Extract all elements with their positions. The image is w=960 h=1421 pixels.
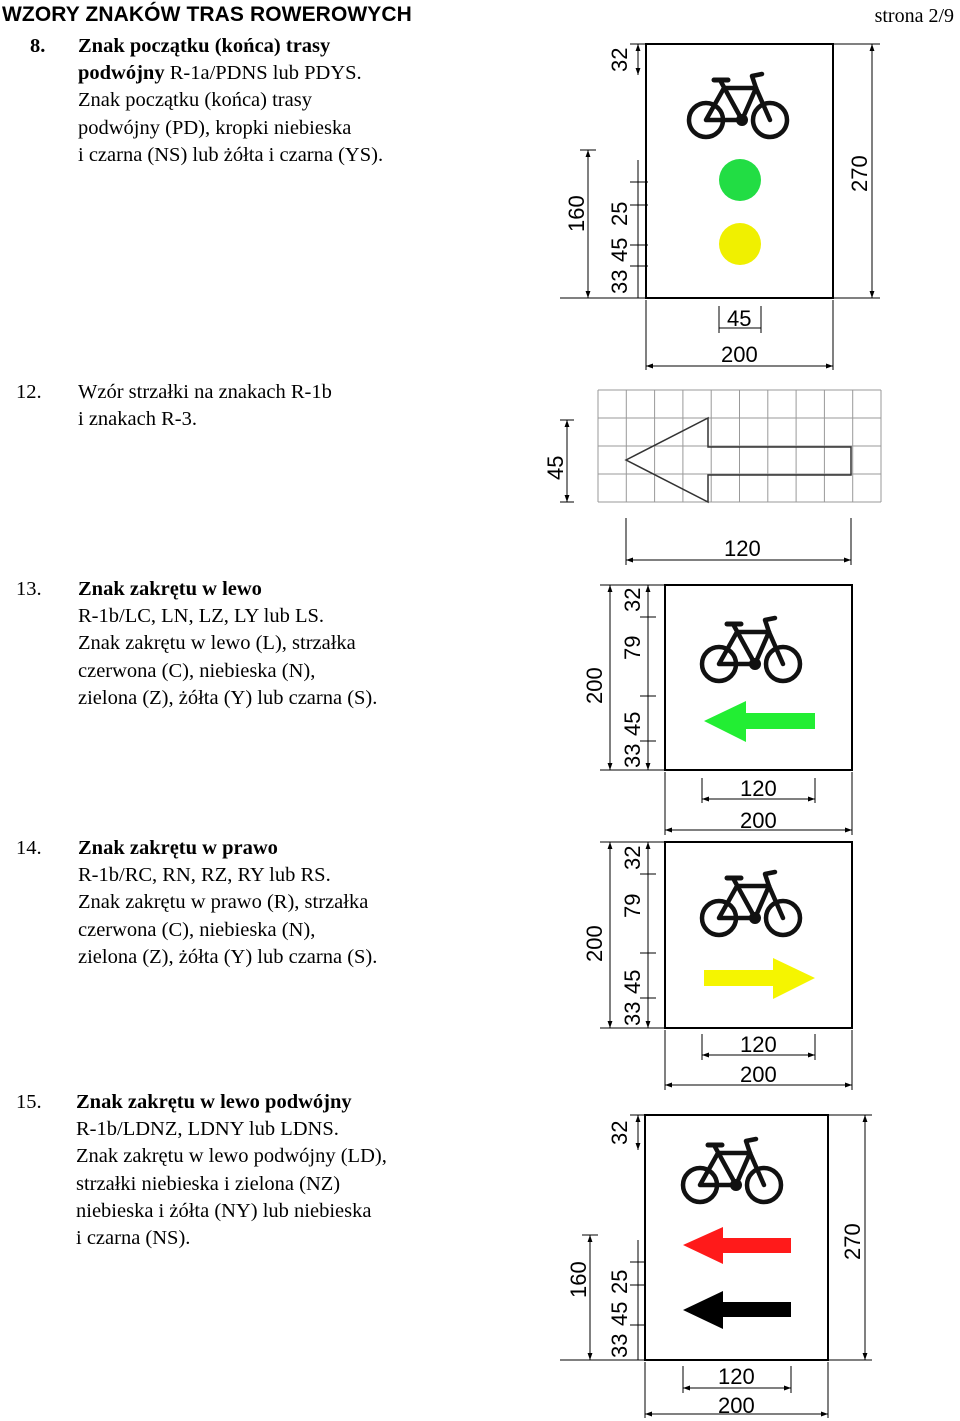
dim-label: 33: [620, 743, 645, 768]
page-title: WZORY ZNAKÓW TRAS ROWEROWYCH: [2, 3, 412, 26]
dim-label: 32: [607, 1120, 632, 1145]
item-number: 13.: [16, 578, 42, 600]
item-desc-line: strzałki niebieska i zielona (NZ): [76, 1172, 341, 1195]
dim-label: 32: [620, 587, 645, 612]
item-desc-line: Znak początku (końca) trasy: [78, 89, 312, 112]
sign-8: [560, 44, 880, 370]
item-desc-line: zielona (Z), żółta (Y) lub czarna (S).: [78, 686, 378, 709]
dim-label: 270: [840, 1223, 865, 1260]
item-number: 8.: [30, 35, 46, 57]
item-desc-line: Znak zakrętu w lewo (L), strzałka: [78, 632, 356, 655]
item-desc-line: czerwona (C), niebieska (N),: [78, 659, 316, 682]
dim-label: 200: [740, 1062, 777, 1087]
item-desc-line: Znak zakrętu w prawo (R), strzałka: [78, 891, 369, 914]
dim-label: 33: [607, 269, 632, 294]
dim-label: 200: [582, 925, 607, 962]
dim-label: 45: [727, 306, 752, 331]
dim-label: 32: [620, 845, 645, 870]
item-title: Znak zakrętu w prawo: [78, 837, 278, 859]
item-title-cont: podwójny: [78, 62, 165, 85]
item-desc-line: czerwona (C), niebieska (N),: [78, 918, 316, 941]
dim-label: 270: [847, 155, 872, 192]
dim-label: 45: [607, 237, 632, 262]
dim-label: 45: [543, 455, 568, 480]
dim-label: 25: [607, 1269, 632, 1294]
item-desc-line: i czarna (NS) lub żółta i czarna (YS).: [78, 143, 384, 166]
dim-label: 200: [582, 667, 607, 704]
dim-label: 32: [607, 47, 632, 72]
arrow-pattern-12: [543, 390, 881, 565]
sign-15: [560, 1115, 872, 1418]
dim-label: 120: [740, 1032, 777, 1057]
dim-label: 79: [620, 893, 645, 918]
dim-label: 45: [620, 969, 645, 994]
item-number: 12.: [16, 381, 42, 403]
dim-label: 200: [721, 342, 758, 367]
item-desc-line: R-1b/LC, LN, LZ, LY lub LS.: [78, 605, 325, 628]
dim-label: 25: [607, 201, 632, 226]
dim-label: 79: [620, 635, 645, 660]
dim-label: 45: [607, 1301, 632, 1326]
dim-label: 120: [718, 1364, 755, 1389]
dim-label: 33: [607, 1333, 632, 1358]
item-title: Znak zakrętu w lewo podwójny: [76, 1091, 352, 1113]
item-desc-line: niebieska i żółta (NY) lub niebieska: [76, 1199, 372, 1222]
page-number: strona 2/9: [874, 5, 954, 27]
dim-label: 120: [724, 536, 761, 561]
item-desc-line: podwójny (PD), kropki niebieska: [78, 116, 352, 139]
dim-label: 160: [566, 1261, 591, 1298]
dim-label: 45: [620, 711, 645, 736]
dim-label: 120: [740, 776, 777, 801]
item-title: Znak początku (końca) trasy: [78, 35, 331, 57]
dim-label: 33: [620, 1001, 645, 1026]
dot-green: [719, 159, 761, 201]
dot-yellow: [719, 223, 761, 265]
item-desc-line: R-1b/LDNZ, LDNY lub LDNS.: [76, 1118, 339, 1141]
item-title: Znak zakrętu w lewo: [78, 578, 262, 600]
item-code: R-1a/PDNS lub PDYS.: [164, 62, 362, 85]
dim-label: 200: [718, 1393, 755, 1418]
item-desc-line: Wzór strzałki na znakach R-1b: [78, 381, 332, 403]
sign-14: [582, 842, 852, 1090]
dim-label: 200: [740, 808, 777, 833]
item-desc-line: i znakach R-3.: [78, 408, 197, 431]
item-number: 14.: [16, 837, 42, 859]
item-desc-line: Znak zakrętu w lewo podwójny (LD),: [76, 1145, 387, 1168]
item-desc-line: zielona (Z), żółta (Y) lub czarna (S).: [78, 945, 378, 968]
item-number: 15.: [16, 1091, 42, 1113]
item-desc-line: R-1b/RC, RN, RZ, RY lub RS.: [78, 864, 331, 887]
dim-label: 160: [564, 195, 589, 232]
item-desc-line: i czarna (NS).: [76, 1227, 191, 1250]
sign-13: [582, 585, 852, 835]
